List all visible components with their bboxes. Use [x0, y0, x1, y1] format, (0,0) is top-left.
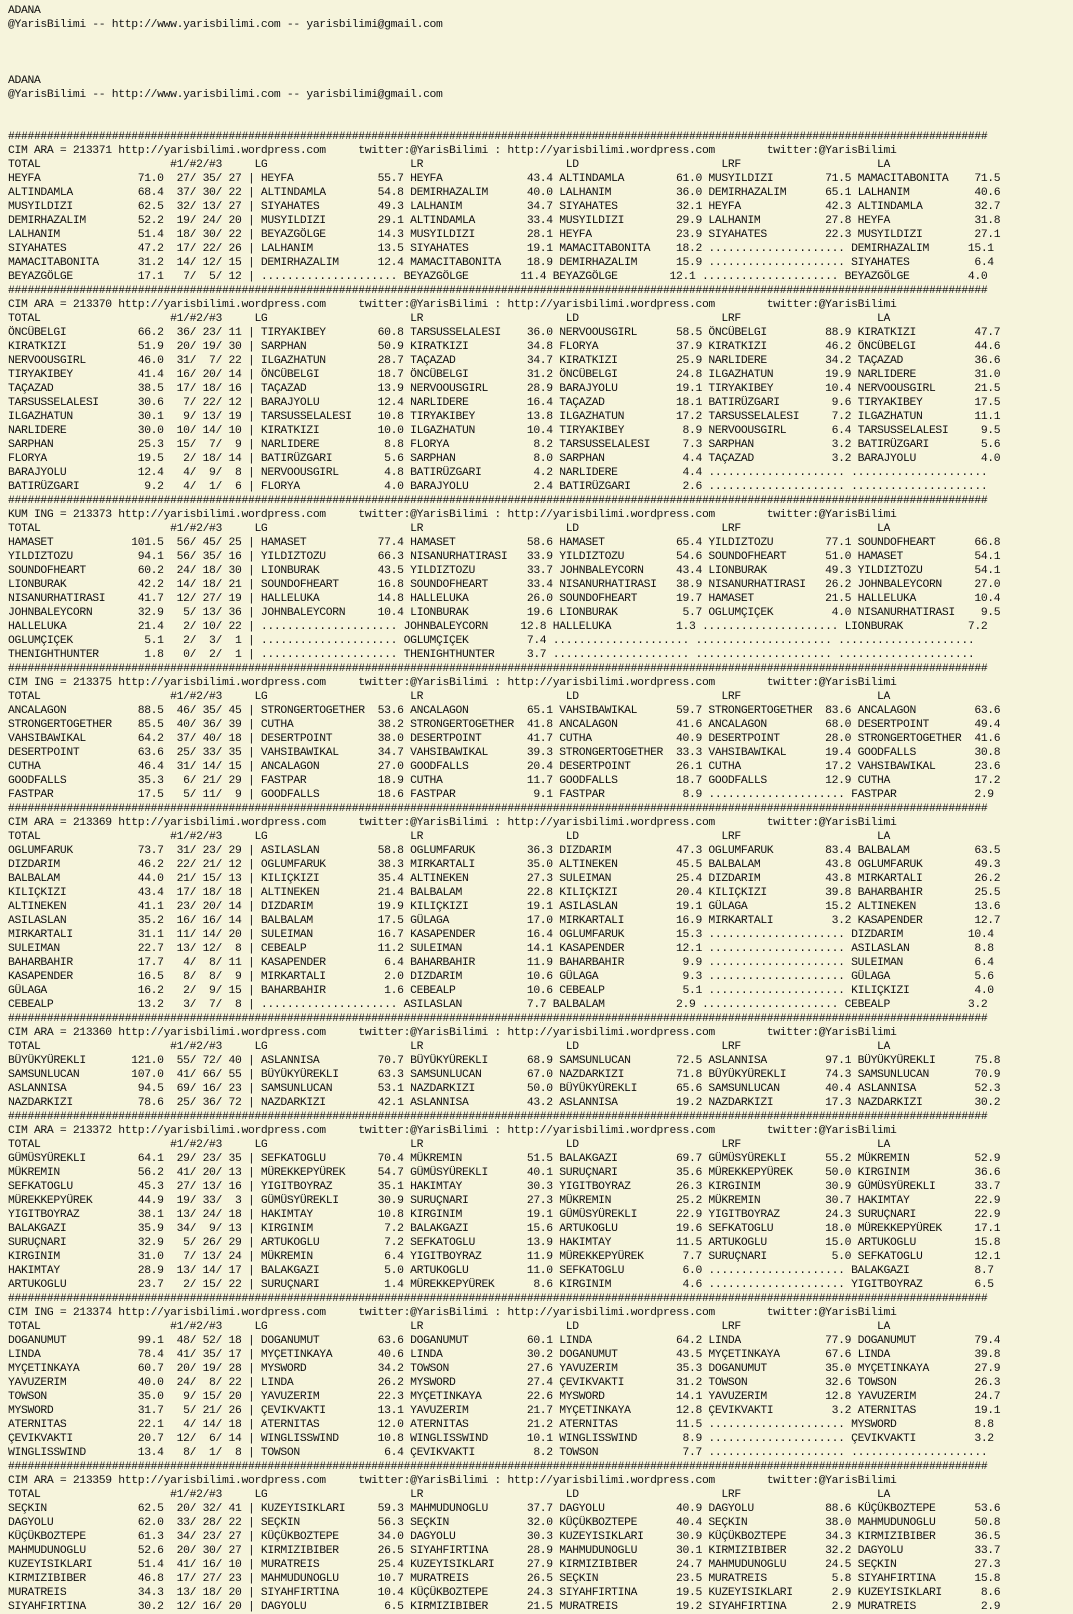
text-line: CIM ARA = 213371 http://yarisbilimi.wordpress.com twitter:@YarisBilimi : http://yarisbilimi.wordpress.com twitter:@YarisBilimi	[8, 145, 897, 157]
text-line: TOTAL #1/#2/#3 LG LR LD LRF LA	[8, 1489, 891, 1501]
text-line: ALTINEKEN 41.1 23/ 20/ 14 | DIZDARIM 19.9 KILIÇKIZI 19.1 ASILASLAN 19.1 GÜLAGA 15.2 ALTINEKEN 13.6	[8, 901, 1001, 913]
text-line: SIYAHFIRTINA 30.2 12/ 16/ 20 | DAGYOLU 6.5 KIRMIZIBIBER 21.5 MURATREIS 19.2 SIYAHFIRTINA 2.9 MURATREIS 2.9	[8, 1601, 1001, 1613]
text-line: MUSYILDIZI 62.5 32/ 13/ 27 | SIYAHATES 49.3 LALHANIM 34.7 SIYAHATES 32.1 HEYFA 42.3 ALTINDAMLA 32.7	[8, 201, 1001, 213]
text-line: THENIGHTHUNTER 1.8 0/ 2/ 1 | ..................... THENIGHTHUNTER 3.7 ..................... ..................... .....................	[8, 649, 975, 661]
text-line: HEYFA 71.0 27/ 35/ 27 | HEYFA 55.7 HEYFA 43.4 ALTINDAMLA 61.0 MUSYILDIZI 71.5 MAMACITABONITA 71.5	[8, 173, 1001, 185]
text-line: SARPHAN 25.3 15/ 7/ 9 | NARLIDERE 8.8 FLORYA 8.2 TARSUSSELALESI 7.3 SARPHAN 3.2 BATIRÜZGARI 5.6	[8, 439, 1001, 451]
text-line: KUZEYISIKLARI 51.4 41/ 16/ 10 | MURATREIS 25.4 KUZEYISIKLARI 27.9 KIRMIZIBIBER 24.7 MAHMUDUNOGLU 24.5 SEÇKIN 27.3	[8, 1559, 1001, 1571]
text-line: TOTAL #1/#2/#3 LG LR LD LRF LA	[8, 1041, 891, 1053]
text-line: MURATREIS 34.3 13/ 18/ 20 | SIYAHFIRTINA 10.4 KÜÇÜKBOZTEPE 24.3 SIYAHFIRTINA 19.5 KUZEYISIKLARI 2.9 KUZEYISIKLARI 8.6	[8, 1587, 1001, 1599]
text-line: DEMIRHAZALIM 52.2 19/ 24/ 20 | MUSYILDIZI 29.1 ALTINDAMLA 33.4 MUSYILDIZI 29.9 LALHANIM 27.8 HEYFA 31.8	[8, 215, 1001, 227]
text-line: ILGAZHATUN 30.1 9/ 13/ 19 | TARSUSSELALESI 10.8 TIRYAKIBEY 13.8 ILGAZHATUN 17.2 TARSUSSELALESI 7.2 ILGAZHATUN 11.1	[8, 411, 1001, 423]
text-line: LALHANIM 51.4 18/ 30/ 22 | BEYAZGÖLGE 14.3 MUSYILDIZI 28.1 HEYFA 23.9 SIYAHATES 22.3 MUSYILDIZI 27.1	[8, 229, 1001, 241]
text-line: DOGANUMUT 99.1 48/ 52/ 18 | DOGANUMUT 63.6 DOGANUMUT 60.1 LINDA 64.2 LINDA 77.9 DOGANUMUT 79.4	[8, 1335, 1001, 1347]
text-line: OGLUMFARUK 73.7 31/ 23/ 29 | ASILASLAN 58.8 OGLUMFARUK 36.3 DIZDARIM 47.3 OGLUMFARUK 83.4 BALBALAM 63.5	[8, 845, 1001, 857]
text-line: BAHARBAHIR 17.7 4/ 8/ 11 | KASAPENDER 6.4 BAHARBAHIR 11.9 BAHARBAHIR 9.9 ..................... SULEIMAN 6.4	[8, 957, 994, 969]
text-line: CUTHA 46.4 31/ 14/ 15 | ANCALAGON 27.0 GOODFALLS 20.4 DESERTPOINT 26.1 CUTHA 17.2 VAHSIBAWIKAL 23.6	[8, 761, 1001, 773]
text-line: MYÇETINKAYA 60.7 20/ 19/ 28 | MYSWORD 34.2 TOWSON 27.6 YAVUZERIM 35.3 DOGANUMUT 35.0 MYÇETINKAYA 27.9	[8, 1363, 1001, 1375]
text-line: MÜKREMIN 56.2 41/ 20/ 13 | MÜREKKEPYÜREK 54.7 GÜMÜSYÜREKLI 40.1 SURUÇNARI 35.6 MÜREKKEPYÜREK 50.0 KIRGINIM 36.6	[8, 1167, 1001, 1179]
text-line: MAMACITABONITA 31.2 14/ 12/ 15 | DEMIRHAZALIM 12.4 MAMACITABONITA 18.9 DEMIRHAZALIM 15.9 ..................... SIYAHATES 6.4	[8, 257, 994, 269]
text-line: #######################################################################################################################################################	[8, 663, 988, 675]
text-line: ASILASLAN 35.2 16/ 16/ 14 | BALBALAM 17.5 GÜLAGA 17.0 MIRKARTALI 16.9 MIRKARTALI 3.2 KASAPENDER 12.7	[8, 915, 1001, 927]
text-line: MYSWORD 31.7 5/ 21/ 26 | ÇEVIKVAKTI 13.1 YAVUZERIM 21.7 MYÇETINKAYA 12.8 ÇEVIKVAKTI 3.2 ATERNITAS 19.1	[8, 1405, 1001, 1417]
text-line: NAZDARKIZI 78.6 25/ 36/ 72 | NAZDARKIZI 42.1 ASLANNISA 43.2 ASLANNISA 19.2 NAZDARKIZI 17.3 NAZDARKIZI 30.2	[8, 1097, 1001, 1109]
text-line: #######################################################################################################################################################	[8, 1111, 988, 1123]
text-line	[8, 60, 1065, 74]
text-line: DAGYOLU 62.0 33/ 28/ 22 | SEÇKIN 56.3 SEÇKIN 32.0 KÜÇÜKBOZTEPE 40.4 SEÇKIN 38.0 MAHMUDUNOGLU 50.8	[8, 1517, 1001, 1529]
text-line: FLORYA 19.5 2/ 18/ 14 | BATIRÜZGARI 5.6 SARPHAN 8.0 SARPHAN 4.4 TAÇAZAD 3.2 BARAJYOLU 4.0	[8, 453, 1001, 465]
text-line: BARAJYOLU 12.4 4/ 9/ 8 | NERVOOUSGIRL 4.8 BATIRÜZGARI 4.2 NARLIDERE 4.4 ..................... .....................	[8, 467, 988, 479]
text-line: HALLELUKA 21.4 2/ 10/ 22 | ..................... JOHNBALEYCORN 12.8 HALLELUKA 1.3 ..................... LIONBURAK 7.2	[8, 621, 988, 633]
text-line: NISANURHATIRASI 41.7 12/ 27/ 19 | HALLELUKA 14.8 HALLELUKA 26.0 SOUNDOFHEART 19.7 HAMASET 21.5 HALLELUKA 10.4	[8, 593, 1001, 605]
text-line: KIRGINIM 31.0 7/ 13/ 24 | MÜKREMIN 6.4 YIGITBOYRAZ 11.9 MÜREKKEPYÜREK 7.7 SURUÇNARI 5.0 SEFKATOGLU 12.1	[8, 1251, 1001, 1263]
text-line: HAMASET 101.5 56/ 45/ 25 | HAMASET 77.4 HAMASET 58.6 HAMASET 65.4 YILDIZTOZU 77.1 SOUNDOFHEART 66.8	[8, 537, 1001, 549]
text-line: MÜREKKEPYÜREK 44.9 19/ 33/ 3 | GÜMÜSYÜREKLI 30.9 SURUÇNARI 27.3 MÜKREMIN 25.2 MÜKREMIN 30.7 HAKIMTAY 22.9	[8, 1195, 1001, 1207]
text-line: TIRYAKIBEY 41.4 16/ 20/ 14 | ÖNCÜBELGI 18.7 ÖNCÜBELGI 31.2 ÖNCÜBELGI 24.8 ILGAZHATUN 19.9 NARLIDERE 31.0	[8, 369, 1001, 381]
text-line: TOTAL #1/#2/#3 LG LR LD LRF LA	[8, 691, 891, 703]
text-line: KILIÇKIZI 43.4 17/ 18/ 18 | ALTINEKEN 21.4 BALBALAM 22.8 KILIÇKIZI 20.4 KILIÇKIZI 39.8 BAHARBAHIR 25.5	[8, 887, 1001, 899]
text-line: ÇEVIKVAKTI 20.7 12/ 6/ 14 | WINGLISSWIND 10.8 WINGLISSWIND 10.1 WINGLISSWIND 8.9 ..................... ÇEVIKVAKTI 3.2	[8, 1433, 994, 1445]
text-line: TOTAL #1/#2/#3 LG LR LD LRF LA	[8, 831, 891, 843]
text-line: JOHNBALEYCORN 32.9 5/ 13/ 36 | JOHNBALEYCORN 10.4 LIONBURAK 19.6 LIONBURAK 5.7 OGLUMÇIÇEK 4.0 NISANURHATIRASI 9.5	[8, 607, 1001, 619]
text-line: TOTAL #1/#2/#3 LG LR LD LRF LA	[8, 159, 891, 171]
text-line: ANCALAGON 88.5 46/ 35/ 45 | STRONGERTOGETHER 53.6 ANCALAGON 65.1 VAHSIBAWIKAL 59.7 STRONGERTOGETHER 83.6 ANCALAGON 63.6	[8, 705, 1001, 717]
text-line: CIM ARA = 213369 http://yarisbilimi.wordpress.com twitter:@YarisBilimi : http://yarisbilimi.wordpress.com twitter:@YarisBilimi	[8, 817, 897, 829]
text-line: BEYAZGÖLGE 17.1 7/ 5/ 12 | ..................... BEYAZGÖLGE 11.4 BEYAZGÖLGE 12.1 ..................... BEYAZGÖLGE 4.0	[8, 271, 988, 283]
text-line: FASTPAR 17.5 5/ 11/ 9 | GOODFALLS 18.6 FASTPAR 9.1 FASTPAR 8.9 ..................... FASTPAR 2.9	[8, 789, 994, 801]
text-line: YAVUZERIM 40.0 24/ 8/ 22 | LINDA 26.2 MYSWORD 27.4 ÇEVIKVAKTI 31.2 TOWSON 32.6 TOWSON 26.3	[8, 1377, 1001, 1389]
text-line: TOTAL #1/#2/#3 LG LR LD LRF LA	[8, 313, 891, 325]
text-line: TOTAL #1/#2/#3 LG LR LD LRF LA	[8, 523, 891, 535]
text-line: ALTINDAMLA 68.4 37/ 30/ 22 | ALTINDAMLA 54.8 DEMIRHAZALIM 40.0 LALHANIM 36.0 DEMIRHAZALIM 65.1 LALHANIM 40.6	[8, 187, 1001, 199]
text-line: VAHSIBAWIKAL 64.2 37/ 40/ 18 | DESERTPOINT 38.0 DESERTPOINT 41.7 CUTHA 40.9 DESERTPOINT 28.0 STRONGERTOGETHER 41.6	[8, 733, 1001, 745]
text-line: DIZDARIM 46.2 22/ 21/ 12 | OGLUMFARUK 38.3 MIRKARTALI 35.0 ALTINEKEN 45.5 BALBALAM 43.8 OGLUMFARUK 49.3	[8, 859, 1001, 871]
text-line: SURUÇNARI 32.9 5/ 26/ 29 | ARTUKOGLU 7.2 SEFKATOGLU 13.9 HAKIMTAY 11.5 ARTUKOGLU 15.0 ARTUKOGLU 15.8	[8, 1237, 1001, 1249]
text-line: SOUNDOFHEART 60.2 24/ 18/ 30 | LIONBURAK 43.5 YILDIZTOZU 33.7 JOHNBALEYCORN 43.4 LIONBURAK 49.3 YILDIZTOZU 54.1	[8, 565, 1001, 577]
text-line: CIM ARA = 213359 http://yarisbilimi.wordpress.com twitter:@YarisBilimi : http://yarisbilimi.wordpress.com twitter:@YarisBilimi	[8, 1475, 897, 1487]
text-line	[8, 46, 1065, 60]
text-line: SEÇKIN 62.5 20/ 32/ 41 | KUZEYISIKLARI 59.3 MAHMUDUNOGLU 37.7 DAGYOLU 40.9 DAGYOLU 88.6 KÜÇÜKBOZTEPE 53.6	[8, 1503, 1001, 1515]
text-line: LIONBURAK 42.2 14/ 18/ 21 | SOUNDOFHEART 16.8 SOUNDOFHEART 33.4 NISANURHATIRASI 38.9 NISANURHATIRASI 26.2 JOHNBALEYCORN 27.0	[8, 579, 1001, 591]
text-line: SAMSUNLUCAN 107.0 41/ 66/ 55 | BÜYÜKYÜREKLI 63.3 SAMSUNLUCAN 67.0 NAZDARKIZI 71.8 BÜYÜKYÜREKLI 74.3 SAMSUNLUCAN 70.9	[8, 1069, 1001, 1081]
text-line: #######################################################################################################################################################	[8, 803, 988, 815]
text-line: HAKIMTAY 28.9 13/ 14/ 17 | BALAKGAZI 5.0 ARTUKOGLU 11.0 SEFKATOGLU 6.0 ..................... BALAKGAZI 8.7	[8, 1265, 994, 1277]
text-line: #######################################################################################################################################################	[8, 1293, 988, 1305]
text-line: #######################################################################################################################################################	[8, 495, 988, 507]
text-line: MIRKARTALI 31.1 11/ 14/ 20 | SULEIMAN 16.7 KASAPENDER 16.4 OGLUMFARUK 15.3 ..................... DIZDARIM 10.4	[8, 929, 994, 941]
text-line: KUM ING = 213373 http://yarisbilimi.wordpress.com twitter:@YarisBilimi : http://yarisbilimi.wordpress.com twitter:@YarisBilimi	[8, 509, 897, 521]
text-line: TOTAL #1/#2/#3 LG LR LD LRF LA	[8, 1321, 891, 1333]
text-line	[8, 116, 1065, 130]
text-line: WINGLISSWIND 13.4 8/ 1/ 8 | TOWSON 6.4 ÇEVIKVAKTI 8.2 TOWSON 7.7 ..................... .....................	[8, 1447, 988, 1459]
text-line: ADANA	[8, 5, 41, 17]
text-line: #######################################################################################################################################################	[8, 1461, 988, 1473]
text-line: CIM ING = 213375 http://yarisbilimi.wordpress.com twitter:@YarisBilimi : http://yarisbilimi.wordpress.com twitter:@YarisBilimi	[8, 677, 897, 689]
text-line: KASAPENDER 16.5 8/ 8/ 9 | MIRKARTALI 2.0 DIZDARIM 10.6 GÜLAGA 9.3 ..................... GÜLAGA 5.6	[8, 971, 994, 983]
text-line: CEBEALP 13.2 3/ 7/ 8 | ..................... ASILASLAN 7.7 BALBALAM 2.9 ..................... CEBEALP 3.2	[8, 999, 988, 1011]
text-line: LINDA 78.4 41/ 35/ 17 | MYÇETINKAYA 40.6 LINDA 30.2 DOGANUMUT 43.5 MYÇETINKAYA 67.6 LINDA 39.8	[8, 1349, 1001, 1361]
text-line: KIRATKIZI 51.9 20/ 19/ 30 | SARPHAN 50.9 KIRATKIZI 34.8 FLORYA 37.9 KIRATKIZI 46.2 ÖNCÜBELGI 44.6	[8, 341, 1001, 353]
text-line: TOTAL #1/#2/#3 LG LR LD LRF LA	[8, 1139, 891, 1151]
text-line: TOWSON 35.0 9/ 15/ 20 | YAVUZERIM 22.3 MYÇETINKAYA 22.6 MYSWORD 14.1 YAVUZERIM 12.8 YAVUZERIM 24.7	[8, 1391, 1001, 1403]
text-line: NERVOOUSGIRL 46.0 31/ 7/ 22 | ILGAZHATUN 28.7 TAÇAZAD 34.7 KIRATKIZI 25.9 NARLIDERE 34.2 TAÇAZAD 36.6	[8, 355, 1001, 367]
text-line	[8, 102, 1065, 116]
text-line: #######################################################################################################################################################	[8, 131, 988, 143]
text-line: CIM ARA = 213360 http://yarisbilimi.wordpress.com twitter:@YarisBilimi : http://yarisbilimi.wordpress.com twitter:@YarisBilimi	[8, 1027, 897, 1039]
text-line: SIYAHATES 47.2 17/ 22/ 26 | LALHANIM 13.5 SIYAHATES 19.1 MAMACITABONITA 18.2 ..................... DEMIRHAZALIM 15.1	[8, 243, 994, 255]
text-line: CIM ARA = 213370 http://yarisbilimi.wordpress.com twitter:@YarisBilimi : http://yarisbilimi.wordpress.com twitter:@YarisBilimi	[8, 299, 897, 311]
text-line: OGLUMÇIÇEK 5.1 2/ 3/ 1 | ..................... OGLUMÇIÇEK 7.4 ..................... ..................... .....................	[8, 635, 975, 647]
text-line: YILDIZTOZU 94.1 56/ 35/ 16 | YILDIZTOZU 66.3 NISANURHATIRASI 33.9 YILDIZTOZU 54.6 SOUNDOFHEART 51.0 HAMASET 54.1	[8, 551, 1001, 563]
text-line	[8, 32, 1065, 46]
text-line: @YarisBilimi -- http://www.yarisbilimi.com -- yarisbilimi@gmail.com	[8, 19, 443, 31]
text-line: #######################################################################################################################################################	[8, 285, 988, 297]
text-line: ÖNCÜBELGI 66.2 36/ 23/ 11 | TIRYAKIBEY 60.8 TARSUSSELALESI 36.0 NERVOOUSGIRL 58.5 ÖNCÜBELGI 88.9 KIRATKIZI 47.7	[8, 327, 1001, 339]
text-line: KIRMIZIBIBER 46.8 17/ 27/ 23 | MAHMUDUNOGLU 10.7 MURATREIS 26.5 SEÇKIN 23.5 MURATREIS 5.8 SIYAHFIRTINA 15.8	[8, 1573, 1001, 1585]
text-line: TARSUSSELALESI 30.6 7/ 22/ 12 | BARAJYOLU 12.4 NARLIDERE 16.4 TAÇAZAD 18.1 BATIRÜZGARI 9.6 TIRYAKIBEY 17.5	[8, 397, 1001, 409]
text-line: GOODFALLS 35.3 6/ 21/ 29 | FASTPAR 18.9 CUTHA 11.7 GOODFALLS 18.7 GOODFALLS 12.9 CUTHA 17.2	[8, 775, 1001, 787]
text-line: BALAKGAZI 35.9 34/ 9/ 13 | KIRGINIM 7.2 BALAKGAZI 15.6 ARTUKOGLU 19.6 SEFKATOGLU 18.0 MÜREKKEPYÜREK 17.1	[8, 1223, 1001, 1235]
text-line: @YarisBilimi -- http://www.yarisbilimi.com -- yarisbilimi@gmail.com	[8, 89, 443, 101]
text-line: CIM ING = 213374 http://yarisbilimi.wordpress.com twitter:@YarisBilimi : http://yarisbilimi.wordpress.com twitter:@YarisBilimi	[8, 1307, 897, 1319]
text-line: BATIRÜZGARI 9.2 4/ 1/ 6 | FLORYA 4.0 BARAJYOLU 2.4 BATIRÜZGARI 2.6 ..................... .....................	[8, 481, 988, 493]
text-line: STRONGERTOGETHER 85.5 40/ 36/ 39 | CUTHA 38.2 STRONGERTOGETHER 41.8 ANCALAGON 41.6 ANCALAGON 68.0 DESERTPOINT 49.4	[8, 719, 1001, 731]
text-line: MAHMUDUNOGLU 52.6 20/ 30/ 27 | KIRMIZIBIBER 26.5 SIYAHFIRTINA 28.9 MAHMUDUNOGLU 30.1 KIRMIZIBIBER 32.2 DAGYOLU 33.7	[8, 1545, 1001, 1557]
text-line: GÜMÜSYÜREKLI 64.1 29/ 23/ 35 | SEFKATOGLU 70.4 MÜKREMIN 51.5 BALAKGAZI 69.7 GÜMÜSYÜREKLI 55.2 MÜKREMIN 52.9	[8, 1153, 1001, 1165]
text-line: DESERTPOINT 63.6 25/ 33/ 35 | VAHSIBAWIKAL 34.7 VAHSIBAWIKAL 39.3 STRONGERTOGETHER 33.3 VAHSIBAWIKAL 19.4 GOODFALLS 30.8	[8, 747, 1001, 759]
text-line: CIM ARA = 213372 http://yarisbilimi.wordpress.com twitter:@YarisBilimi : http://yarisbilimi.wordpress.com twitter:@YarisBilimi	[8, 1125, 897, 1137]
text-line: #######################################################################################################################################################	[8, 1013, 988, 1025]
text-line: BALBALAM 44.0 21/ 15/ 13 | KILIÇKIZI 35.4 ALTINEKEN 27.3 SULEIMAN 25.4 DIZDARIM 43.8 MIRKARTALI 26.2	[8, 873, 1001, 885]
text-line: YIGITBOYRAZ 38.1 13/ 24/ 18 | HAKIMTAY 10.8 KIRGINIM 19.1 GÜMÜSYÜREKLI 22.9 YIGITBOYRAZ 24.3 SURUÇNARI 22.9	[8, 1209, 1001, 1221]
text-line: BÜYÜKYÜREKLI 121.0 55/ 72/ 40 | ASLANNISA 70.7 BÜYÜKYÜREKLI 68.9 SAMSUNLUCAN 72.5 ASLANNISA 97.1 BÜYÜKYÜREKLI 75.8	[8, 1055, 1001, 1067]
text-line: ARTUKOGLU 23.7 2/ 15/ 22 | SURUÇNARI 1.4 MÜREKKEPYÜREK 8.6 KIRGINIM 4.6 ..................... YIGITBOYRAZ 6.5	[8, 1279, 994, 1291]
text-line: SEFKATOGLU 45.3 27/ 13/ 16 | YIGITBOYRAZ 35.1 HAKIMTAY 30.3 YIGITBOYRAZ 26.3 KIRGINIM 30.9 GÜMÜSYÜREKLI 33.7	[8, 1181, 1001, 1193]
text-line: ASLANNISA 94.5 69/ 16/ 23 | SAMSUNLUCAN 53.1 NAZDARKIZI 50.0 BÜYÜKYÜREKLI 65.6 SAMSUNLUCAN 40.4 ASLANNISA 52.3	[8, 1083, 1001, 1095]
text-line: GÜLAGA 16.2 2/ 9/ 15 | BAHARBAHIR 1.6 CEBEALP 10.6 CEBEALP 5.1 ..................... KILIÇKIZI 4.0	[8, 985, 994, 997]
text-line: ATERNITAS 22.1 4/ 14/ 18 | ATERNITAS 12.0 ATERNITAS 21.2 ATERNITAS 11.5 ..................... MYSWORD 8.8	[8, 1419, 994, 1431]
text-line: KÜÇÜKBOZTEPE 61.3 34/ 23/ 27 | KÜÇÜKBOZTEPE 34.0 DAGYOLU 30.3 KUZEYISIKLARI 30.9 KÜÇÜKBOZTEPE 34.3 KIRMIZIBIBER 36.5	[8, 1531, 1001, 1543]
text-line: TAÇAZAD 38.5 17/ 18/ 16 | TAÇAZAD 13.9 NERVOOUSGIRL 28.9 BARAJYOLU 19.1 TIRYAKIBEY 10.4 NERVOOUSGIRL 21.5	[8, 383, 1001, 395]
text-line: ADANA	[8, 75, 41, 87]
text-line: NARLIDERE 30.0 10/ 14/ 10 | KIRATKIZI 10.0 ILGAZHATUN 10.4 TIRYAKIBEY 8.9 NERVOOUSGIRL 6.4 TARSUSSELALESI 9.5	[8, 425, 1001, 437]
text-line: SULEIMAN 22.7 13/ 12/ 8 | CEBEALP 11.2 SULEIMAN 14.1 KASAPENDER 12.1 ..................... ASILASLAN 8.8	[8, 943, 994, 955]
